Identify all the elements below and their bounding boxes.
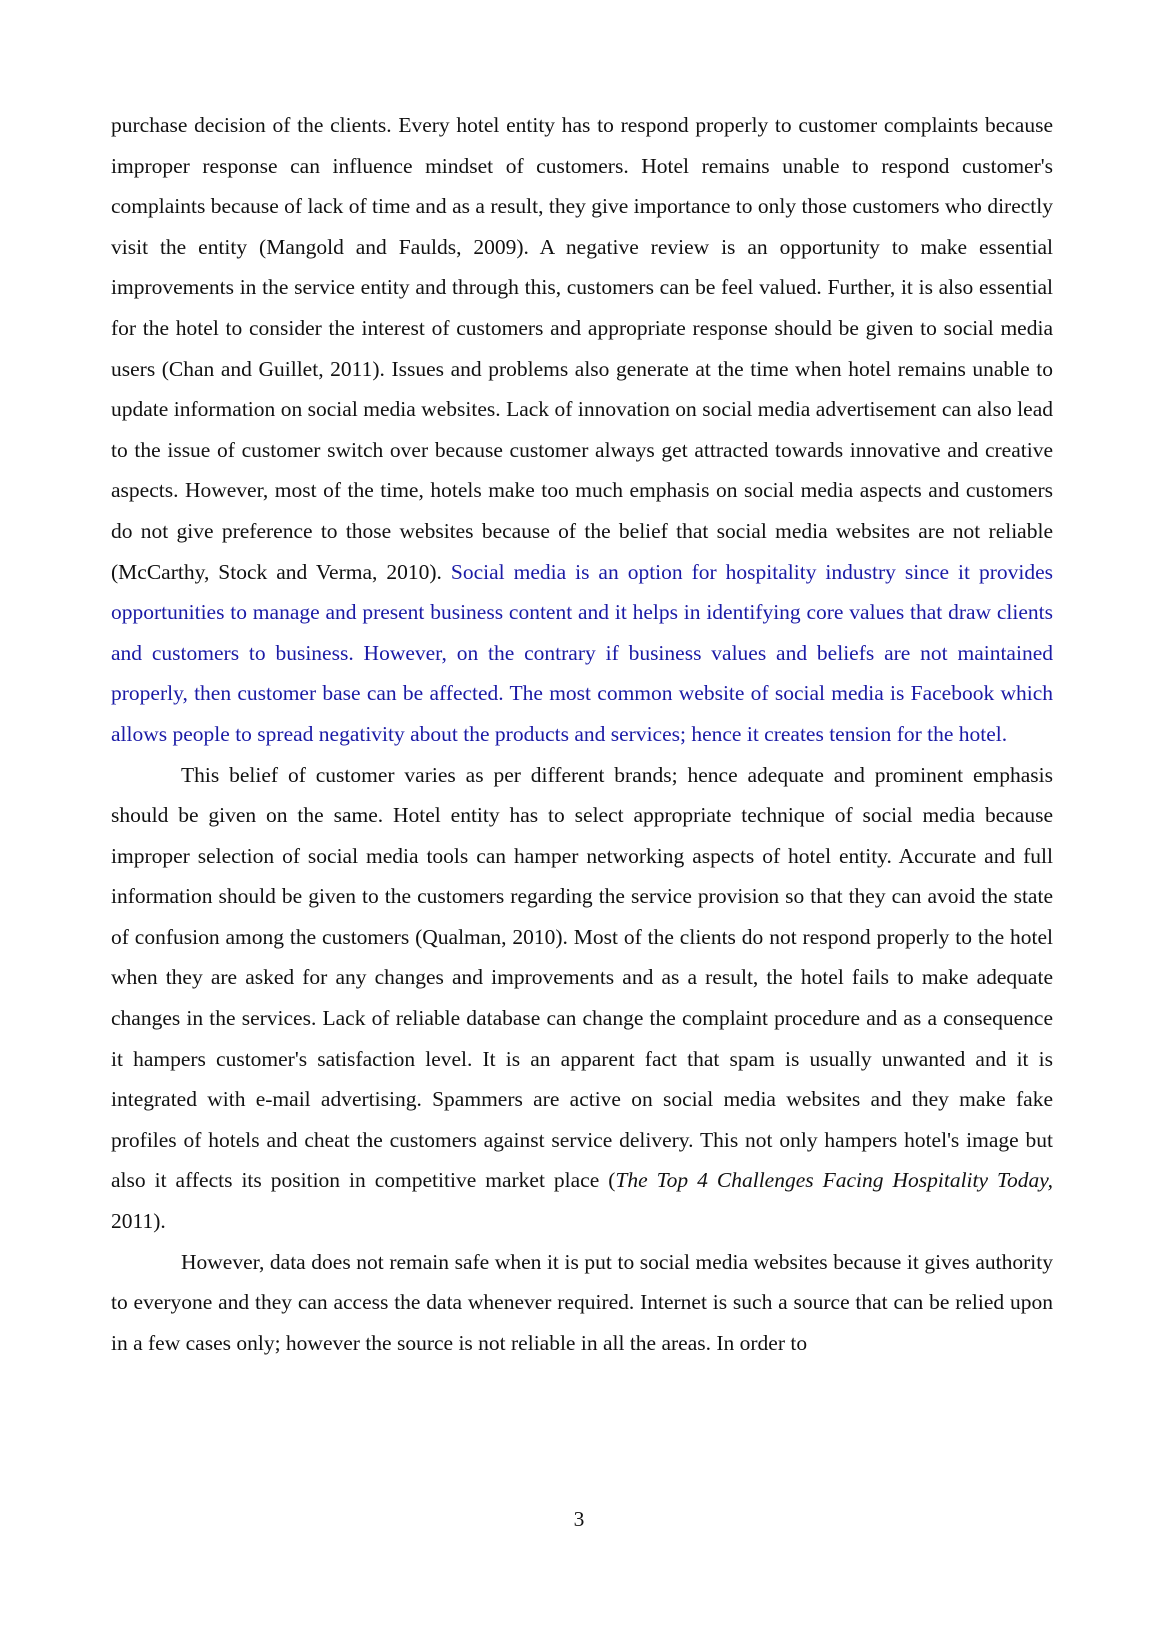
paragraph-2-text: This belief of customer varies as per different brands; hence adequate and prominent emphasis should be given on the same. Hotel entity has to select appropriate technique of social media because improper selection of social media tools can hamper networking aspects of hotel entity. Accurate and full information should be given to the customers regarding the service provision so that they can avoid the state of confusion among the customers (Qualman, 2010). Most of the clients do not respond properly to the hotel when they are asked for any changes and improvements and as a result, the hotel fails to make adequate changes in the services. Lack of reliable database can change the complaint procedure and as a consequence it hampers customer's satisfaction level. It is an apparent fact that spam is usually unwanted and it is integrated with e-mail advertising. Spammers are active on social media websites and they make fake profiles of hotels and cheat the customers against service delivery. This not only hampers hotel's image but also it affects its position in competitive market place ( <box>111 762 1053 1193</box>
paragraph-3 <box>111 1242 1053 1364</box>
page-number: 3 <box>573 1507 585 1531</box>
paragraph-3-text: However, data does not remain safe when it is put to social media websites because it gives authority to everyone and they can access the data whenever required. Internet is such a source that can be relied upon in a few cases only; however the source is not reliable in all the areas. In order to <box>111 1249 1053 1355</box>
paragraph-2 <box>111 755 1053 1242</box>
paragraph-1-text: purchase decision of the clients. Every hotel entity has to respond properly to customer complaints because improper response can influence mindset of customers. Hotel remains unable to respond customer's complaints because of lack of time and as a result, they give importance to only those customers who directly visit the entity (Mangold and Faulds, 2009). A negative review is an opportunity to make essential improvements in the service entity and through this, customers can be feel valued. Further, it is also essential for the hotel to consider the interest of customers and appropriate response should be given to social media users (Chan and Guillet, 2011). Issues and problems also generate at the time when hotel remains unable to update information on social media websites. Lack of innovation on social media advertisement can also lead to the issue of customer switch over because customer always get attracted towards innovative and creative aspects. However, most of the time, hotels make too much emphasis on social media aspects and customers do not give preference to those websites because of the belief that social media websites are not reliable (McCarthy, Stock and Verma, 2010). <box>111 113 1053 584</box>
paragraph-2-citation-year: 2011). <box>111 1209 166 1234</box>
paragraph-1 <box>111 105 1053 755</box>
document-body <box>111 105 1053 1363</box>
paragraph-2-citation-title: The Top 4 Challenges Facing Hospitality Today, <box>615 1168 1054 1193</box>
paragraph-1-highlighted-text: Social media is an option for hospitality industry since it provides opportunities to manage and present business content and it helps in identifying core values that draw clients and customers to business. However, on the contrary if business values and beliefs are not maintained properly, then customer base can be affected. The most common website of social media is Facebook which allows people to spread negativity about the products and services; hence it creates tension for the hotel. <box>111 559 1054 746</box>
